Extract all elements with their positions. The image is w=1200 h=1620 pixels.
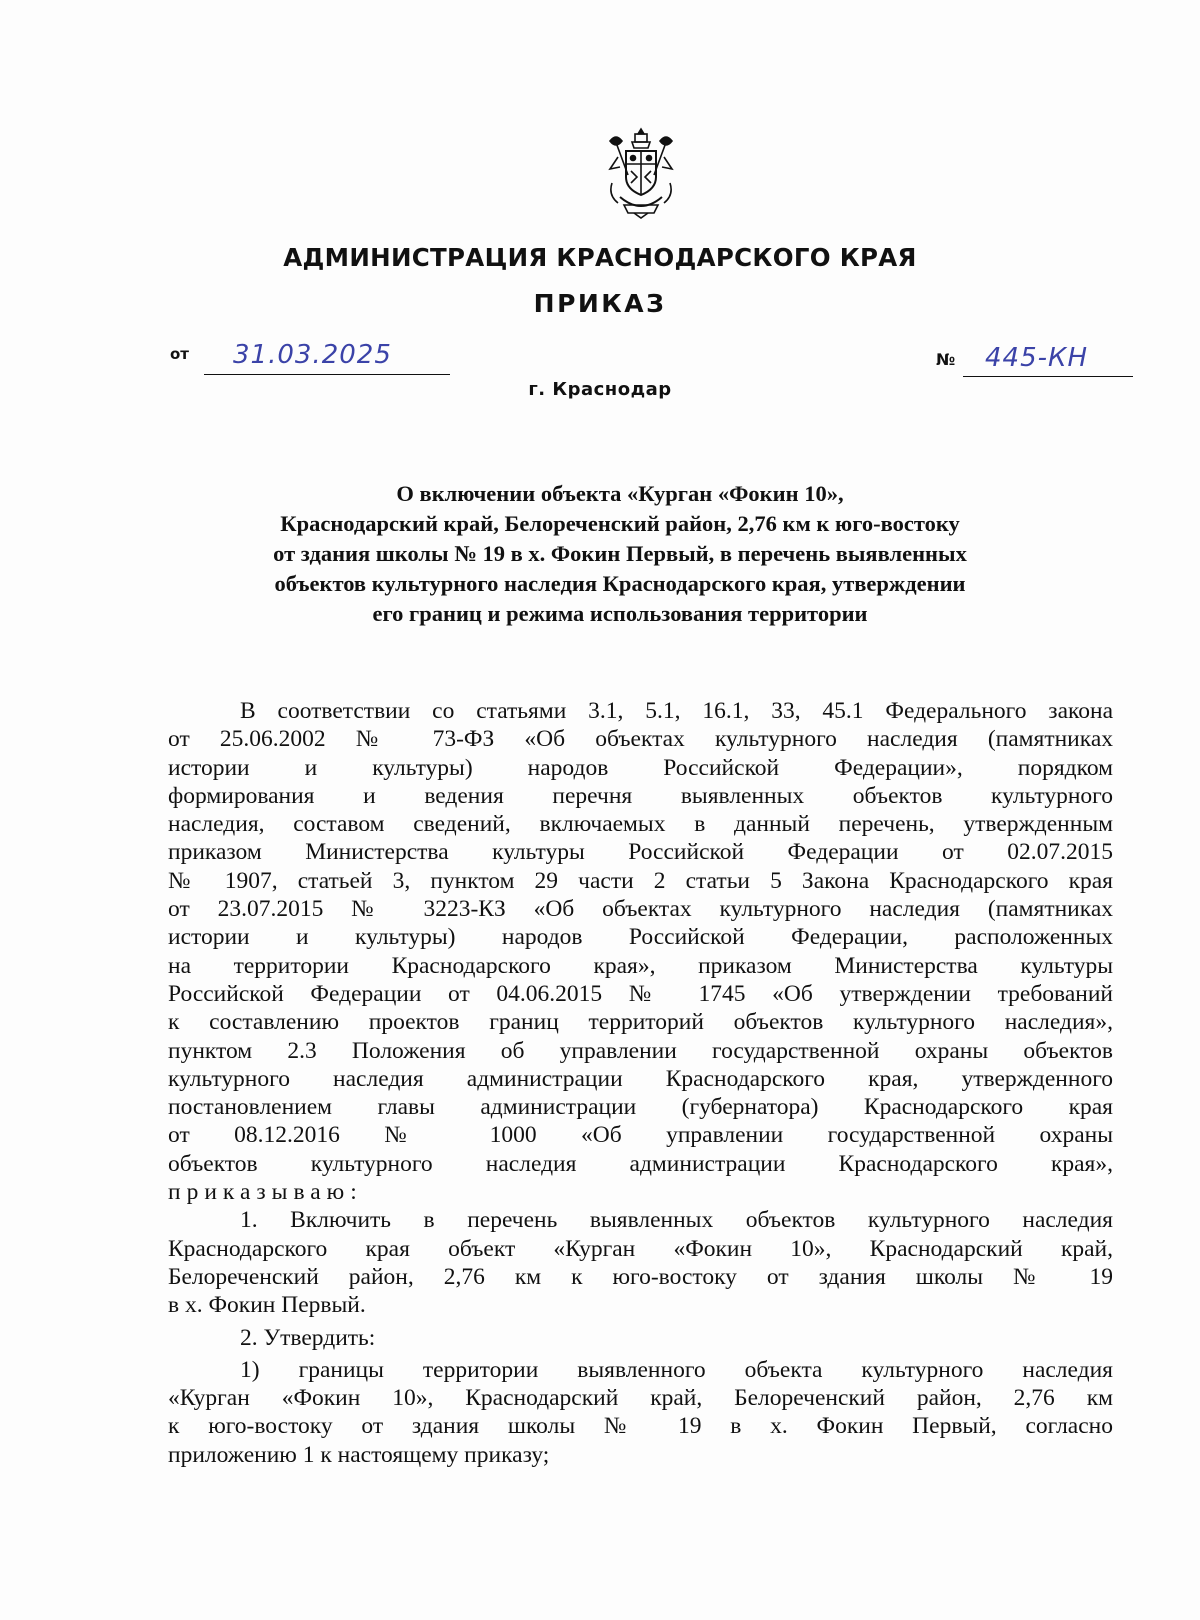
date-prefix: от [170, 345, 189, 363]
body-line: пунктом 2.3 Положения об управлении государственной охраны объектов [168, 1037, 1113, 1064]
body-line: объектов культурного наследия администрации Краснодарского края», [168, 1150, 1113, 1177]
body-line: В соответствии со статьями 3.1, 5.1, 16.1, 33, 45.1 Федерального закона [240, 698, 1113, 724]
body-line: Краснодарского края объект «Курган «Фокин 10», Краснодарский край, [168, 1235, 1113, 1262]
body-line: 1) границы территории выявленного объекта культурного наследия [240, 1356, 1113, 1383]
body-line: от 23.07.2015 № 3223-КЗ «Об объектах культурного наследия (памятниках [168, 896, 1113, 923]
number-underline [963, 376, 1133, 377]
krasnodar-coat-of-arms-icon [604, 127, 678, 219]
handwritten-number: 445-КН [985, 343, 1089, 373]
title-line: его границ и режима использования территории [372, 601, 868, 626]
body-line: истории и культуры) народов Российской Федерации, расположенных [168, 924, 1113, 951]
body-line: формирования и ведения перечня выявленных объектов культурного [168, 782, 1113, 809]
body-line: 1. Включить в перечень выявленных объектов культурного наследия [240, 1207, 1113, 1234]
title-line: объектов культурного наследия Краснодарского края, утверждении [274, 571, 966, 596]
body-line: от 25.06.2002 № 73-ФЗ «Об объектах культурного наследия (памятниках [168, 726, 1113, 753]
document-type: ПРИКАЗ [533, 289, 667, 318]
body-line: истории и культуры) народов Российской Федерации», порядком [168, 754, 1113, 781]
body-line: приложению 1 к настоящему приказу; [168, 1441, 550, 1468]
title-line: от здания школы № 19 в х. Фокин Первый, в перечень выявленных [273, 541, 967, 566]
body-line: на территории Краснодарского края», приказом Министерства культуры [168, 952, 1113, 979]
body-line: Белореченский район, 2,76 км к юго-востоку от здания школы № 19 [168, 1263, 1113, 1290]
city-line: г. Краснодар [528, 379, 672, 400]
handwritten-date: 31.03.2025 [233, 340, 392, 370]
body-line: в х. Фокин Первый. [168, 1292, 366, 1319]
body-line: к составлению проектов границ территорий объектов культурного наследия», [168, 1009, 1113, 1036]
body-line: наследия, составом сведений, включаемых в данный перечень, утвержденным [168, 811, 1113, 838]
body-line: постановлением главы администрации (губернатора) Краснодарского края [168, 1094, 1113, 1121]
body-line: № 1907, статьей 3, пунктом 29 части 2 статьи 5 Закона Краснодарского края [168, 867, 1113, 894]
body-line: «Курган «Фокин 10», Краснодарский край, Белореченский район, 2,76 км [168, 1385, 1113, 1412]
body-line: приказом Министерства культуры Российской Федерации от 02.07.2015 [168, 839, 1113, 866]
body-line: 2. Утвердить: [240, 1324, 376, 1351]
body-line: культурного наследия администрации Краснодарского края, утвержденного [168, 1065, 1113, 1092]
title-line: О включении объекта «Курган «Фокин 10», [396, 481, 844, 506]
order-body [168, 697, 1113, 1469]
title-line: Краснодарский край, Белореченский район, 2,76 км к юго-востоку [280, 511, 960, 536]
body-line-decree-word: приказываю: [168, 1179, 363, 1206]
body-line: от 08.12.2016 № 1000 «Об управлении государственной охраны [168, 1122, 1113, 1149]
date-underline [204, 374, 450, 375]
number-prefix: № [936, 350, 956, 369]
order-title [160, 479, 1080, 629]
organization-title: АДМИНИСТРАЦИЯ КРАСНОДАРСКОГО КРАЯ [283, 243, 917, 272]
body-line: Российской Федерации от 04.06.2015 № 1745 «Об утверждении требований [168, 980, 1113, 1007]
body-line: к юго-востоку от здания школы № 19 в х. Фокин Первый, согласно [168, 1413, 1113, 1440]
